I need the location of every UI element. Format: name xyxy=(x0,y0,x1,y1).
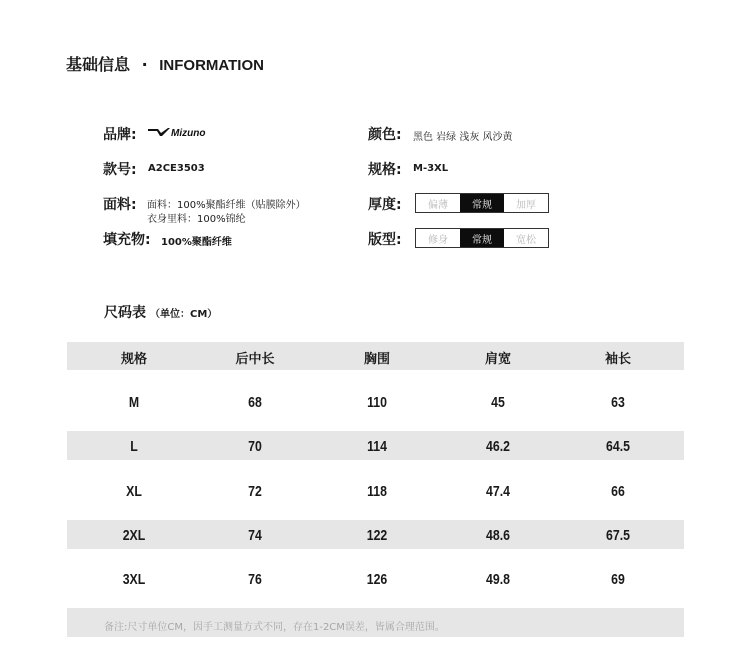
fit-selector xyxy=(415,228,549,248)
cell-back-length: 72 xyxy=(248,483,262,500)
mizuno-logo-icon xyxy=(148,126,218,138)
cell-chest: 122 xyxy=(366,527,388,544)
style-no-label: 款号: xyxy=(103,162,137,178)
cell-shoulder: 46.2 xyxy=(486,438,510,455)
cell-sleeve: 64.5 xyxy=(606,438,630,455)
color-label: 颜色: xyxy=(368,127,402,143)
cell-shoulder: 45 xyxy=(491,394,505,411)
filling-value: 100%聚酯纤维 xyxy=(161,237,232,248)
cell-sleeve: 69 xyxy=(611,571,625,588)
thickness-label: 厚度: xyxy=(368,197,402,213)
cell-sleeve: 66 xyxy=(611,483,625,500)
table-row xyxy=(0,438,750,456)
cell-size: L xyxy=(130,438,138,455)
section-title-dot: · xyxy=(141,55,148,74)
table-row xyxy=(0,394,750,412)
fabric-label: 面料: xyxy=(103,197,137,213)
cell-shoulder: 48.6 xyxy=(486,527,510,544)
cell-back-length: 70 xyxy=(248,438,262,455)
cell-back-length: 68 xyxy=(248,394,262,411)
cell-chest: 126 xyxy=(366,571,388,588)
style-no-value: A2CE3503 xyxy=(148,163,205,174)
thickness-selector xyxy=(415,193,549,213)
size-chart-title-text: 尺码表 xyxy=(104,305,146,321)
cell-size: M xyxy=(128,394,140,411)
cell-size: 3XL xyxy=(122,571,146,588)
cell-shoulder: 47.4 xyxy=(486,483,510,500)
size-chart-title xyxy=(104,302,217,322)
size-table-header xyxy=(0,348,750,366)
svg-text:Mizuno: Mizuno xyxy=(171,128,206,138)
cell-size: XL xyxy=(126,483,142,500)
fit-option-slim: 修身 xyxy=(428,234,448,246)
cell-chest: 114 xyxy=(367,438,387,455)
table-row xyxy=(0,571,750,589)
size-chart-unit: （单位：CM） xyxy=(150,309,218,320)
cell-chest: 118 xyxy=(367,483,387,500)
section-title-en: INFORMATION xyxy=(159,57,264,74)
col-header-sleeve: 袖长 xyxy=(604,352,632,367)
cell-shoulder: 49.8 xyxy=(486,571,510,588)
cell-sleeve: 63 xyxy=(611,394,625,411)
cell-back-length: 74 xyxy=(248,527,262,544)
fabric-line-2: 衣身里料：100%锦纶 xyxy=(147,214,246,225)
cell-sleeve: 67.5 xyxy=(606,527,630,544)
size-range-value: M-3XL xyxy=(413,163,449,174)
table-row xyxy=(0,483,750,501)
thickness-option-regular: 常规 xyxy=(460,194,504,212)
size-label: 规格: xyxy=(368,162,402,178)
fit-option-regular: 常规 xyxy=(460,229,504,247)
fit-label: 版型: xyxy=(368,232,402,248)
col-header-shoulder: 肩宽 xyxy=(484,352,512,367)
fabric-line-1: 面料：100%聚酯纤维（贴膜除外） xyxy=(147,200,306,211)
col-header-size: 规格 xyxy=(120,352,148,367)
brand-label: 品牌: xyxy=(103,127,137,143)
col-header-chest: 胸围 xyxy=(363,352,391,367)
section-title-cn: 基础信息 xyxy=(66,55,131,74)
fit-option-loose: 宽松 xyxy=(516,234,536,246)
col-header-back-length: 后中长 xyxy=(235,352,275,367)
filling-label: 填充物: xyxy=(103,232,151,248)
cell-back-length: 76 xyxy=(248,571,262,588)
section-title xyxy=(66,52,264,75)
thickness-option-thick: 加厚 xyxy=(516,199,536,211)
thickness-option-thin: 偏薄 xyxy=(428,199,448,211)
size-note: 备注:尺寸单位CM，因手工测量方式不同，存在1-2CM误差，皆属合理范围。 xyxy=(104,622,445,633)
color-value: 黑色 岩绿 浅灰 风沙黄 xyxy=(413,132,513,143)
cell-chest: 110 xyxy=(367,394,387,411)
cell-size: 2XL xyxy=(122,527,146,544)
table-row xyxy=(0,527,750,545)
